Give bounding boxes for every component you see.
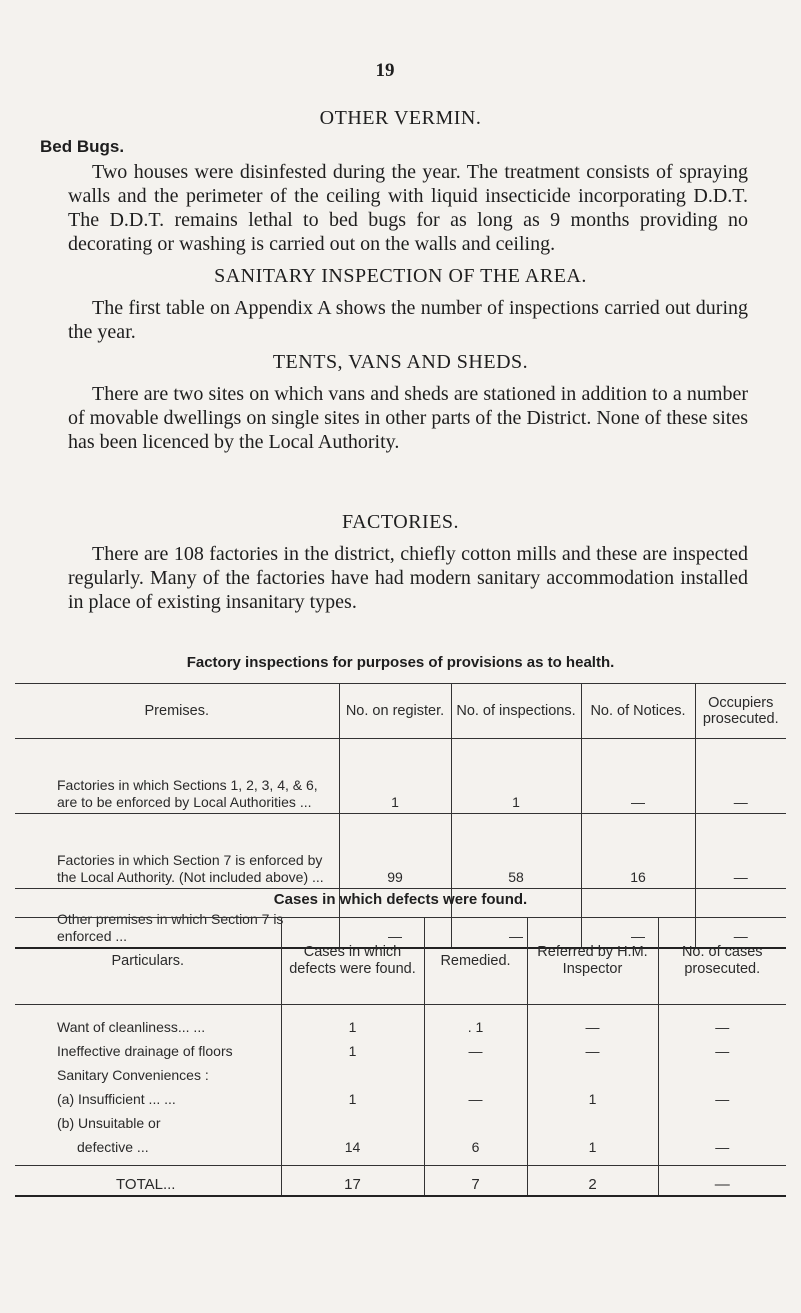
- page-number: 19: [375, 60, 395, 81]
- totals-row: [15, 1166, 786, 1197]
- col-header-premises: Premises.: [15, 684, 339, 739]
- cell-found: 1: [281, 1085, 424, 1109]
- cell-premises: Other premises in which Section 7 is enforced ...: [57, 911, 284, 944]
- cell-particular: (b) Unsuitable or: [57, 1115, 161, 1131]
- cell-found: 1: [281, 1037, 424, 1061]
- cell-referred: [527, 1109, 658, 1133]
- heading-other-vermin: OTHER VERMIN.: [319, 107, 482, 129]
- factory-inspections-table: [15, 683, 786, 949]
- cell-particular: Sanitary Conveniences :: [57, 1067, 209, 1083]
- col-header-remedied: Remedied.: [424, 918, 527, 1005]
- paragraph-sanitary-inspection: The first table on Appendix A shows the number of inspections carried out during the year.: [68, 297, 748, 343]
- cell-prosecuted: —: [695, 889, 786, 949]
- table-row: [15, 1085, 786, 1109]
- heading-factories: FACTORIES.: [341, 511, 460, 533]
- table-header-row: [15, 684, 786, 739]
- cell-prosecuted: —: [658, 1085, 786, 1109]
- cell-particular: (a) Insufficient ... ...: [57, 1091, 176, 1107]
- cell-referred: 1: [527, 1085, 658, 1109]
- cell-particular: Want of cleanliness... ...: [57, 1019, 206, 1035]
- cell-prosecuted: [658, 1061, 786, 1085]
- caption-defects: Cases in which defects were found.: [273, 891, 528, 908]
- cell-remedied: [424, 1061, 527, 1085]
- col-header-register: No. on register.: [339, 684, 451, 739]
- spacer-row: [15, 1005, 786, 1014]
- cell-found: [281, 1109, 424, 1133]
- cell-premises: Factories in which Section 7 is enforced by the Local Authority. (Not included above) ...: [15, 814, 339, 889]
- cell-particular: defective ...: [77, 1139, 149, 1155]
- heading-sanitary-inspection: SANITARY INSPECTION OF THE AREA.: [214, 265, 587, 287]
- paragraph-tents-vans-sheds: There are two sites on which vans and sheds are stationed in addition to a number of movable dwellings on single sites in other parts of the District. None of these sites has been licenced by the Local Authority.: [68, 383, 748, 453]
- table-row: [15, 1133, 786, 1157]
- cell-referred: —: [527, 1037, 658, 1061]
- total-prosecuted: —: [658, 1166, 786, 1197]
- cell-register: 1: [339, 739, 451, 814]
- table-row: [15, 739, 786, 814]
- col-header-particulars: Particulars.: [15, 918, 281, 1005]
- spacer-row: [15, 1157, 786, 1166]
- cell-remedied: 6: [424, 1133, 527, 1157]
- cell-referred: 1: [527, 1133, 658, 1157]
- col-header-found: Cases in which defects were found.: [281, 918, 424, 1005]
- defects-table: [15, 917, 786, 1197]
- cell-inspections: 58: [451, 814, 581, 889]
- col-header-inspections: No. of inspections.: [451, 684, 581, 739]
- cell-notices: —: [581, 739, 695, 814]
- cell-remedied: [424, 1109, 527, 1133]
- cell-notices: —: [581, 889, 695, 949]
- cell-inspections: 1: [451, 739, 581, 814]
- cell-particular: Ineffective drainage of floors: [57, 1043, 233, 1059]
- col-header-notices: No. of Notices.: [581, 684, 695, 739]
- cell-notices: 16: [581, 814, 695, 889]
- subheading-bed-bugs: Bed Bugs.: [40, 137, 125, 156]
- table-row: [15, 1061, 786, 1085]
- cell-remedied: . 1: [424, 1013, 527, 1037]
- cell-register: —: [339, 889, 451, 949]
- cell-prosecuted: —: [695, 814, 786, 889]
- table-header-row: [15, 918, 786, 1005]
- heading-tents-vans-sheds: TENTS, VANS AND SHEDS.: [272, 351, 529, 373]
- col-header-prosecuted: No. of cases prosecuted.: [658, 918, 786, 1005]
- cell-found: 14: [281, 1133, 424, 1157]
- cell-referred: —: [527, 1013, 658, 1037]
- cell-found: [281, 1061, 424, 1085]
- cell-premises: Factories in which Sections 1, 2, 3, 4, & 6, are to be enforced by Local Authorities ...: [15, 739, 339, 814]
- cell-prosecuted: —: [658, 1013, 786, 1037]
- cell-referred: [527, 1061, 658, 1085]
- caption-factory-inspections: Factory inspections for purposes of provisions as to health.: [186, 654, 615, 671]
- table-row: [15, 1013, 786, 1037]
- table-row: [15, 814, 786, 889]
- cell-inspections: —: [451, 889, 581, 949]
- cell-prosecuted: —: [695, 739, 786, 814]
- cell-prosecuted: —: [658, 1037, 786, 1061]
- totals-label: TOTAL...: [15, 1166, 281, 1197]
- col-header-prosecuted: Occupiers prosecuted.: [695, 684, 786, 739]
- cell-remedied: —: [424, 1037, 527, 1061]
- cell-found: 1: [281, 1013, 424, 1037]
- cell-remedied: —: [424, 1085, 527, 1109]
- cell-prosecuted: [658, 1109, 786, 1133]
- cell-register: 99: [339, 814, 451, 889]
- table-row: [15, 1037, 786, 1061]
- total-found: 17: [281, 1166, 424, 1197]
- total-remedied: 7: [424, 1166, 527, 1197]
- col-header-referred: Referred by H.M. Inspector: [527, 918, 658, 1005]
- paragraph-bed-bugs: Two houses were disinfested during the year. The treatment consists of spraying walls and the perimeter of the ceiling with liquid insecticide incorporating D.D.T. The D.D.T. remains lethal to bed bugs for as long as 9 months providing no decorating or washing is carried out on the walls and ceiling.: [68, 161, 748, 255]
- cell-prosecuted: —: [658, 1133, 786, 1157]
- paragraph-factories: There are 108 factories in the district, chiefly cotton mills and these are inspected regularly. Many of the factories have had modern sanitary accommodation installed in place of existing insanitary types.: [68, 543, 748, 613]
- total-referred: 2: [527, 1166, 658, 1197]
- table-row: [15, 1109, 786, 1133]
